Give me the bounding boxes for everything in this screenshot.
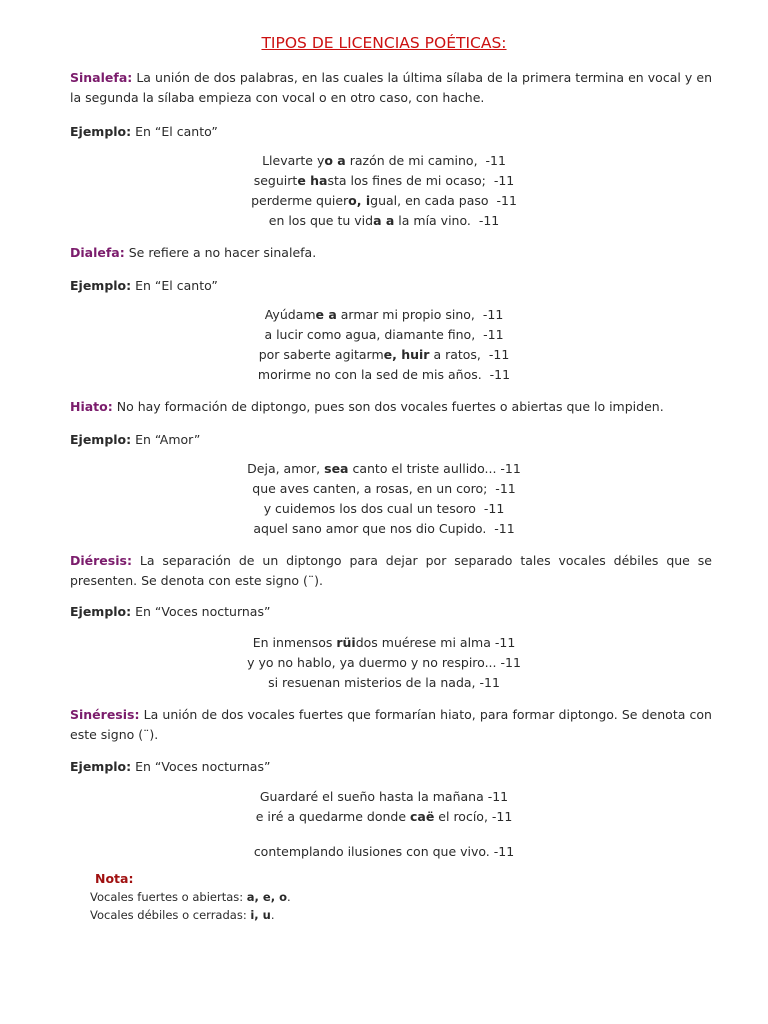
example-source: En “Amor” — [135, 432, 201, 447]
definition-sinalefa — [70, 68, 712, 108]
definition-text: No hay formación de diptongo, pues son dos vocales fuertes o abiertas que lo impiden. — [116, 399, 664, 414]
term-hiato: Hiato: — [70, 399, 113, 414]
nota-title: Nota: — [95, 871, 134, 886]
definition-hiato — [70, 397, 712, 417]
term-sinalefa: Sinalefa: — [70, 70, 133, 85]
definition-text: La unión de dos vocales fuertes que formarían hiato, para formar diptongo. Se denota con este signo (¨). — [70, 707, 712, 742]
poem-line: perderme quiero, igual, en cada paso -11 — [251, 193, 517, 208]
nota-line-debiles: Vocales débiles o cerradas: i, u. — [90, 908, 275, 922]
example-source: En “Voces nocturnas” — [135, 604, 271, 619]
definition-sineresis — [70, 705, 712, 745]
poem-dieresis — [0, 633, 768, 693]
poem-line: aquel sano amor que nos dio Cupido. -11 — [253, 521, 515, 536]
term-dieresis: Diéresis: — [70, 553, 132, 568]
poem-sinalefa — [0, 151, 768, 231]
term-dialefa: Dialefa: — [70, 245, 125, 260]
poem-line: seguirte hasta los fines de mi ocaso; -11 — [253, 173, 515, 188]
example-heading — [70, 602, 712, 622]
example-label: Ejemplo: — [70, 759, 132, 774]
page-title: TIPOS DE LICENCIAS POÉTICAS: — [261, 34, 507, 52]
example-heading — [70, 122, 712, 142]
poem-line: morirme no con la sed de mis años. -11 — [257, 367, 511, 382]
nota-line-fuertes: Vocales fuertes o abiertas: a, e, o. — [90, 890, 291, 904]
example-label: Ejemplo: — [70, 124, 132, 139]
poem-line: y yo no hablo, ya duermo y no respiro... -11 — [247, 655, 521, 670]
poem-line: y cuidemos los dos cual un tesoro -11 — [263, 501, 505, 516]
example-label: Ejemplo: — [70, 432, 132, 447]
poem-line: e iré a quedarme donde caë el rocío, -11 — [255, 809, 513, 824]
poem-line-spacer — [0, 827, 768, 842]
definition-text: La unión de dos palabras, en las cuales la última sílaba de la primera termina en vocal y en la segunda la sílaba empieza con vocal o en otro caso, con hache. — [70, 70, 712, 105]
term-sineresis: Sinéresis: — [70, 707, 140, 722]
poem-line: por saberte agitarme, huir a ratos, -11 — [258, 347, 510, 362]
definition-text: La separación de un diptongo para dejar por separado tales vocales débiles que se presenten. Se denota con este signo (¨). — [70, 553, 712, 588]
poem-line: en los que tu vida a la mía vino. -11 — [268, 213, 500, 228]
poem-line: que aves canten, a rosas, en un coro; -11 — [252, 481, 516, 496]
definition-dialefa — [70, 243, 712, 263]
poem-line: a lucir como agua, diamante fino, -11 — [264, 327, 504, 342]
example-source: En “El canto” — [135, 124, 218, 139]
poem-line: Deja, amor, sea canto el triste aullido... -11 — [247, 461, 521, 476]
poem-line: contemplando ilusiones con que vivo. -11 — [253, 844, 515, 859]
example-heading — [70, 430, 712, 450]
definition-dieresis — [70, 551, 712, 591]
poem-line: Guardaré el sueño hasta la mañana -11 — [259, 789, 509, 804]
example-source: En “El canto” — [135, 278, 218, 293]
poem-dialefa — [0, 305, 768, 385]
poem-line: si resuenan misterios de la nada, -11 — [268, 675, 500, 690]
poem-line: Llevarte yo a razón de mi camino, -11 — [262, 153, 506, 168]
poem-hiato — [0, 459, 768, 539]
example-heading — [70, 276, 712, 296]
definition-text: Se refiere a no hacer sinalefa. — [128, 245, 317, 260]
poem-line: Ayúdame a armar mi propio sino, -11 — [264, 307, 504, 322]
poem-line: En inmensos rüidos muérese mi alma -11 — [252, 635, 516, 650]
example-label: Ejemplo: — [70, 278, 132, 293]
example-source: En “Voces nocturnas” — [135, 759, 271, 774]
example-label: Ejemplo: — [70, 604, 132, 619]
poem-sineresis — [0, 787, 768, 862]
example-heading — [70, 757, 712, 777]
